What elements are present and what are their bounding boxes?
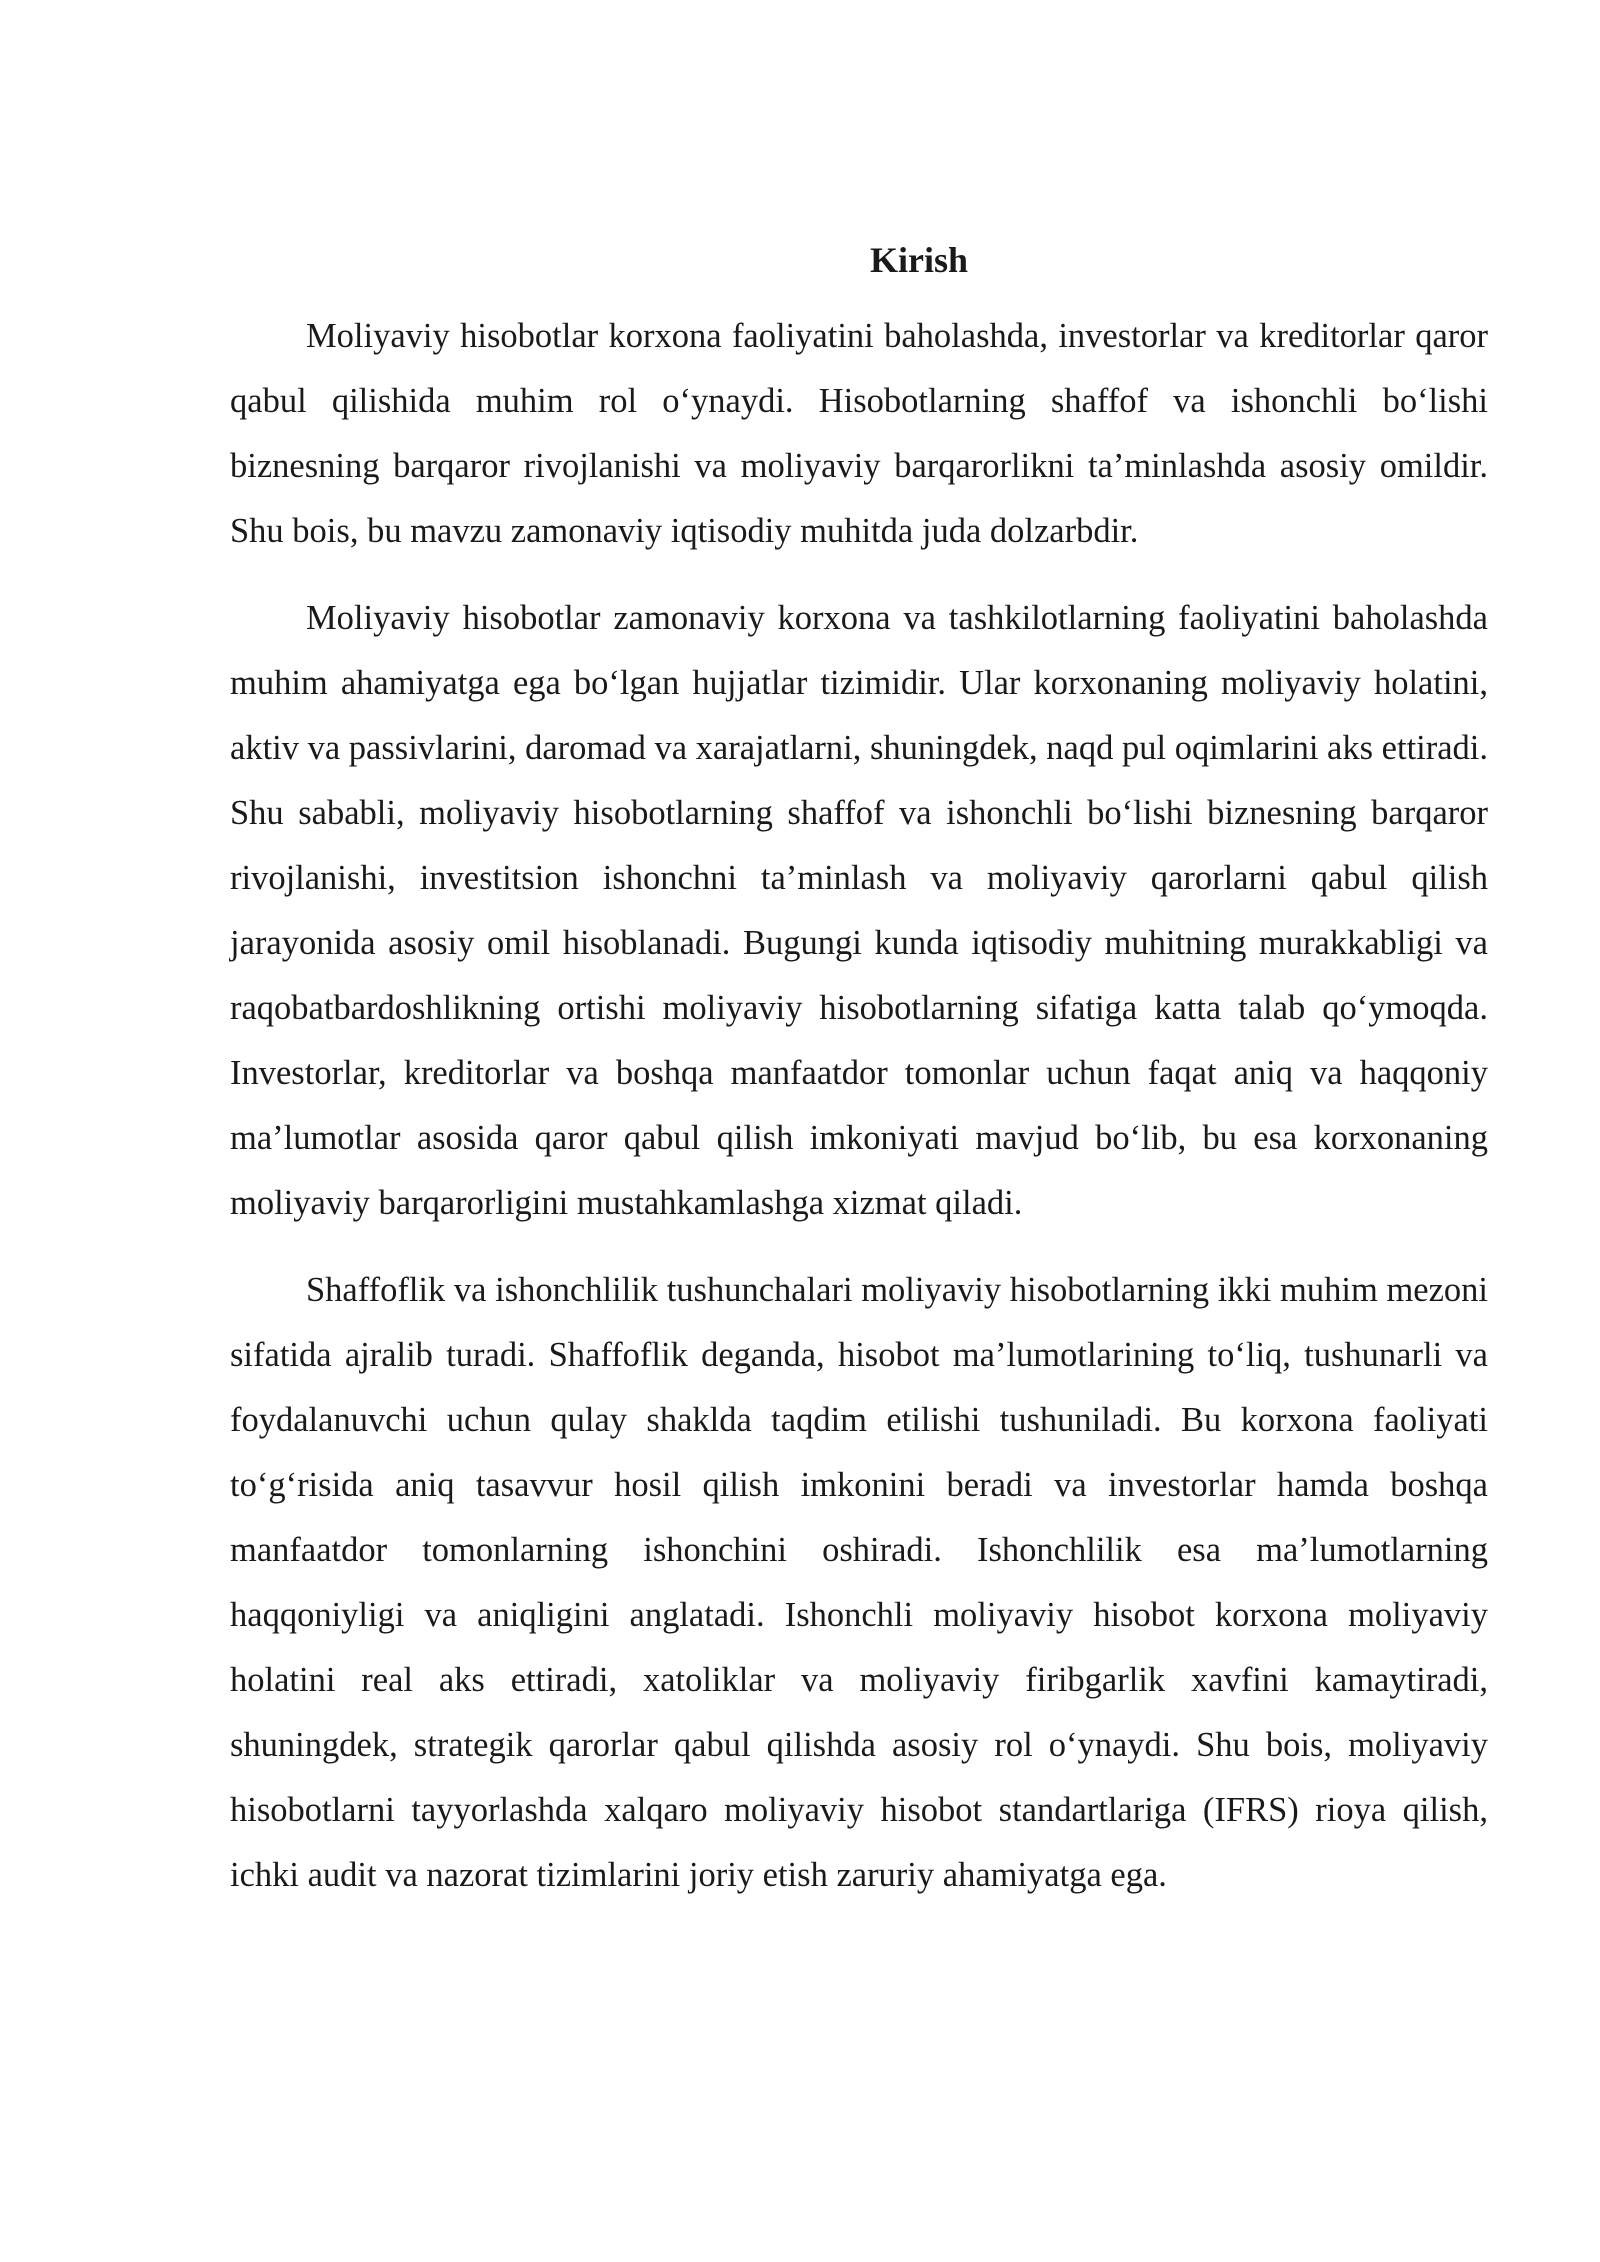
- paragraph-1: Moliyaviy hisobotlar korxona faoliyatini baholashda, investorlar va kreditorlar qaror qabul qilishida muhim rol o‘ynaydi. Hisobotlarning shaffof va ishonchli bo‘lishi biznesning barqaror rivojlanishi va moliyaviy barqarorlikni ta’minlashda asosiy omildir. Shu bois, bu mavzu zamonaviy iqtisodiy muhitda juda dolzarbdir.: [230, 317, 1488, 550]
- document-body: [230, 230, 1488, 1930]
- paragraph-2: Moliyaviy hisobotlar zamonaviy korxona va tashkilotlarning faoliyatini baholashda muhim ahamiyatga ega bo‘lgan hujjatlar tizimidir. Ular korxonaning moliyaviy holatini, aktiv va passivlarini, daromad va xarajatlarni, shuningdek, naqd pul oqimlarini aks ettiradi. Shu sababli, moliyaviy hisobotlarning shaffof va ishonchli bo‘lishi biznesning barqaror rivojlanishi, investitsion ishonchni ta’minlash va moliyaviy qarorlarni qabul qilish jarayonida asosiy omil hisoblanadi. Bugungi kunda iqtisodiy muhitning murakkabligi va raqobatbardoshlikning ortishi moliyaviy hisobotlarning sifatiga katta talab qo‘ymoqda. Investorlar, kreditorlar va boshqa manfaatdor tomonlar uchun faqat aniq va haqqoniy ma’lumotlar asosida qaror qabul qilish imkoniyati mavjud bo‘lib, bu esa korxonaning moliyaviy barqarorligini mustahkamlashga xizmat qiladi.: [230, 599, 1488, 1222]
- paragraph-3: Shaffoflik va ishonchlilik tushunchalari moliyaviy hisobotlarning ikki muhim mezoni sifatida ajralib turadi. Shaffoflik deganda, hisobot ma’lumotlarining to‘liq, tushunarli va foydalanuvchi uchun qulay shaklda taqdim etilishi tushuniladi. Bu korxona faoliyati to‘g‘risida aniq tasavvur hosil qilish imkonini beradi va investorlar hamda boshqa manfaatdor tomonlarning ishonchini oshiradi. Ishonchlilik esa ma’lumotlarning haqqoniyligi va aniqligini anglatadi. Ishonchli moliyaviy hisobot korxona moliyaviy holatini real aks ettiradi, xatoliklar va moliyaviy firibgarlik xavfini kamaytiradi, shuningdek, strategik qarorlar qabul qilishda asosiy rol o‘ynaydi. Shu bois, moliyaviy hisobotlarni tayyorlashda xalqaro moliyaviy hisobot standartlariga (IFRS) rioya qilish, ichki audit va nazorat tizimlarini joriy etish zaruriy ahamiyatga ega.: [230, 1271, 1488, 1894]
- page-title: Kirish: [869, 240, 968, 280]
